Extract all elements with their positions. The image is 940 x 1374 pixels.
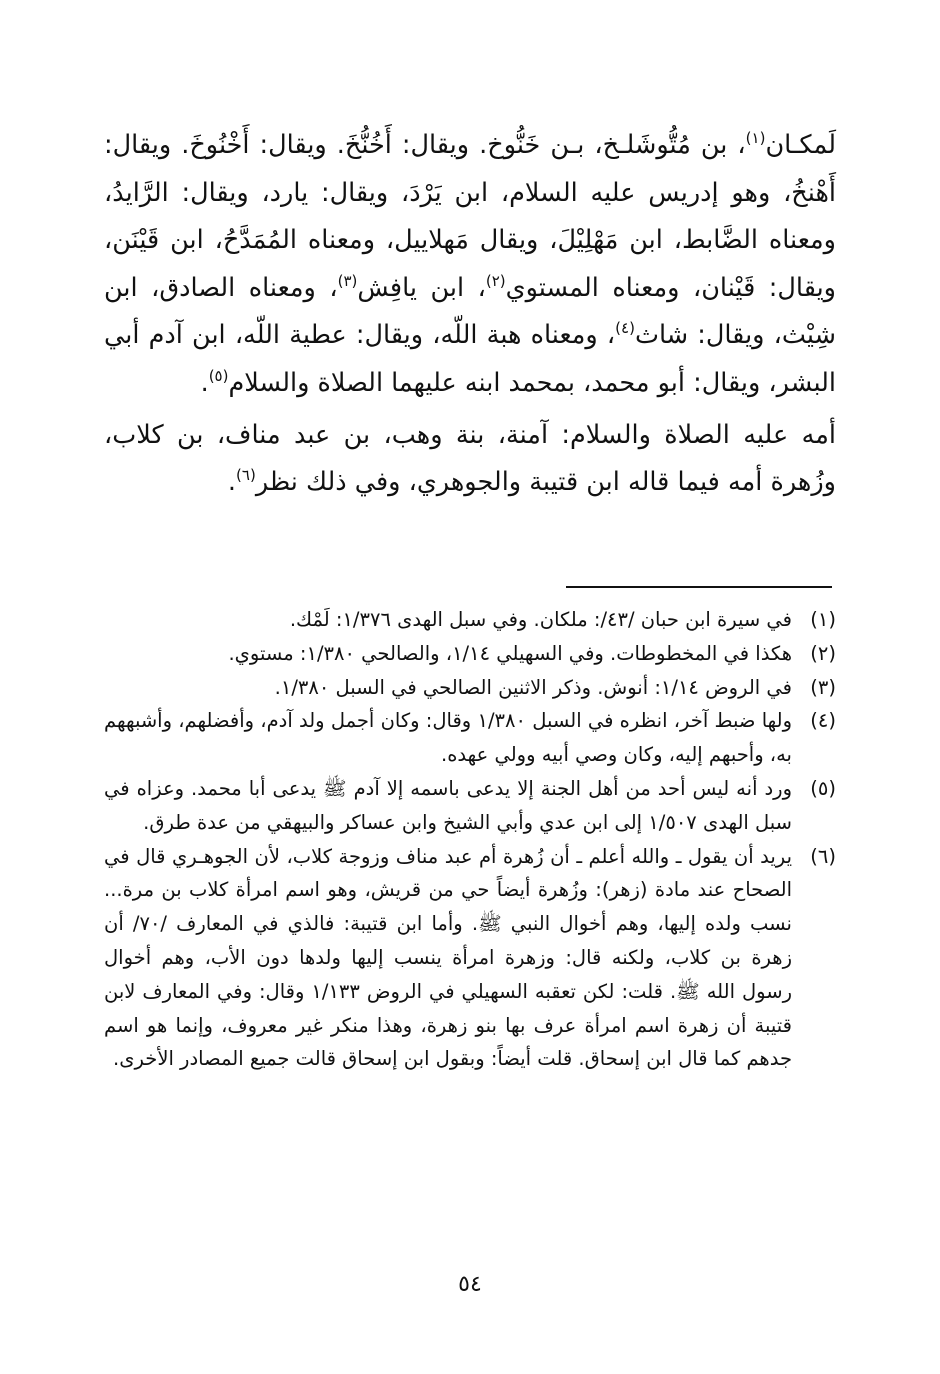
main-text (104, 122, 836, 507)
footnote-ref-3: (٣) (337, 271, 358, 290)
paragraph-mother (104, 412, 836, 507)
footnote-4 (104, 704, 836, 772)
footnote-text: في سيرة ابن حبان /٤٣/: ملكان. وفي سبل الهدى ١/٣٧٦: لَمْك. (289, 608, 792, 631)
text-run: ، ومعناه هبة اللّه، ويقال: عطية اللّه، ابن آدم أبي البشر، ويقال: أبو محمد، بمحمد ابنه عليهما الصلاة والسلام (104, 320, 836, 398)
footnote-number: (٥) (810, 776, 836, 800)
footnote-ref-5: (٥) (208, 366, 229, 385)
footnote-number: (١) (810, 608, 836, 631)
footnote-number: (٢) (810, 641, 836, 665)
footnote-number: (٣) (810, 675, 836, 699)
text-run: ، بن مُتُّوشَلـخ، بـن خَنُّوخ. ويقال: أَخُنُّخَ. ويقال: أَخْنُوخَ. ويقال: أَهْنخُ، وهو إدريس عليه السلام، ابن يَرْدَ، ويقال: يارد، ويقال: الرَّايدُ، ومعناه الضَّابط، ابن مَهْلِيْلَ، ويقال مَهلاييل، ومعناه المُمَدَّحُ، ابن قَيْنَن، ويقال: قَيْنان، ومعناه المستوي (104, 130, 836, 303)
footnote-number: (٤) (810, 709, 836, 733)
footnote-5 (104, 772, 836, 840)
footnotes (104, 603, 836, 1076)
footnote-2 (104, 637, 836, 671)
footnote-text: يريد أن يقول ـ والله أعلم ـ أن زُهرة أم عبد مناف وزوجة كلاب، لأن الجوهـري قال في الصحاح عند مادة (زهر): وزُهرة أيضاً حي من قريش، وهو اسم امرأة كلاب بن مرة... نسب ولده إليها، وهم أخوال النبي ﷺ. وأما ابن قتيبة: فالذي في المعارف /٧٠/ أن زهرة بن كلاب، ولكنه قال: وزهرة امرأة ينسب إليها ولدها دون الأب، وهم أخوال رسول الله ﷺ. قلت: لكن تعقبه السهيلي في الروض ١/١٣٣ وقال: وفي المعارف لابن قتيبة أن زهرة اسم امرأة عرف بها بنو زهرة، وهذا منكر غير معروف، وإنما هو اسم جدهم كما قال ابن إسحاق. قلت أيضاً: وبقول ابن إسحاق قالت جميع المصادر الأخرى. (104, 844, 792, 1071)
text-run: ، ابن يافِش (357, 272, 486, 303)
footnote-ref-4: (٤) (615, 319, 635, 338)
footnote-number: (٦) (810, 844, 836, 868)
text-run: . (200, 367, 209, 398)
footnote-text: هكذا في المخطوطات. وفي السهيلي ١/١٤، والصالحي ١/٣٨٠: مستوي. (228, 641, 792, 665)
footnote-divider (566, 586, 832, 588)
footnote-6 (104, 840, 836, 1077)
text-run: . (227, 467, 237, 498)
footnote-ref-6: (٦) (236, 466, 256, 485)
footnote-text: ورد أنه ليس أحد من أهل الجنة إلا يدعى باسمه إلا آدم ﷺ يدعى أبا محمد. وعزاه في سبل الهدى ١/٥٠٧ إلى ابن عدي وأبي الشيخ وابن عساكر والبيهقي من عدة طرق. (104, 776, 792, 834)
text-run: أمه عليه الصلاة والسلام: آمنة، بنة وهب، بن عبد مناف، بن كلاب، وزُهرة أمه فيما قاله ابن قتيبة والجوهري، وفي ذلك نظر (104, 419, 836, 498)
footnote-3 (104, 671, 836, 705)
text-run: لَمكـان (765, 130, 836, 160)
page-number: ٥٤ (458, 1272, 482, 1297)
footnote-1 (104, 603, 836, 637)
footnote-ref-2: (٢) (485, 271, 506, 290)
footnote-text: في الروض ١/١٤: أنوش. وذكر الاثنين الصالحي في السبل ١/٣٨٠. (274, 675, 792, 699)
paragraph-lineage (104, 122, 836, 408)
text-run: ، ومعناه الصادق، ابن شِيْث، ويقال: شاث (104, 272, 836, 351)
footnote-text: ولها ضبط آخر، انظره في السبل ١/٣٨٠ وقال: وكان أجمل ولد آدم، وأفضلهم، وأشبههم به، وأحبهم إليه، وكان وصي أبيه وولي عهده. (104, 709, 792, 767)
footnote-ref-1: (١) (745, 129, 766, 147)
